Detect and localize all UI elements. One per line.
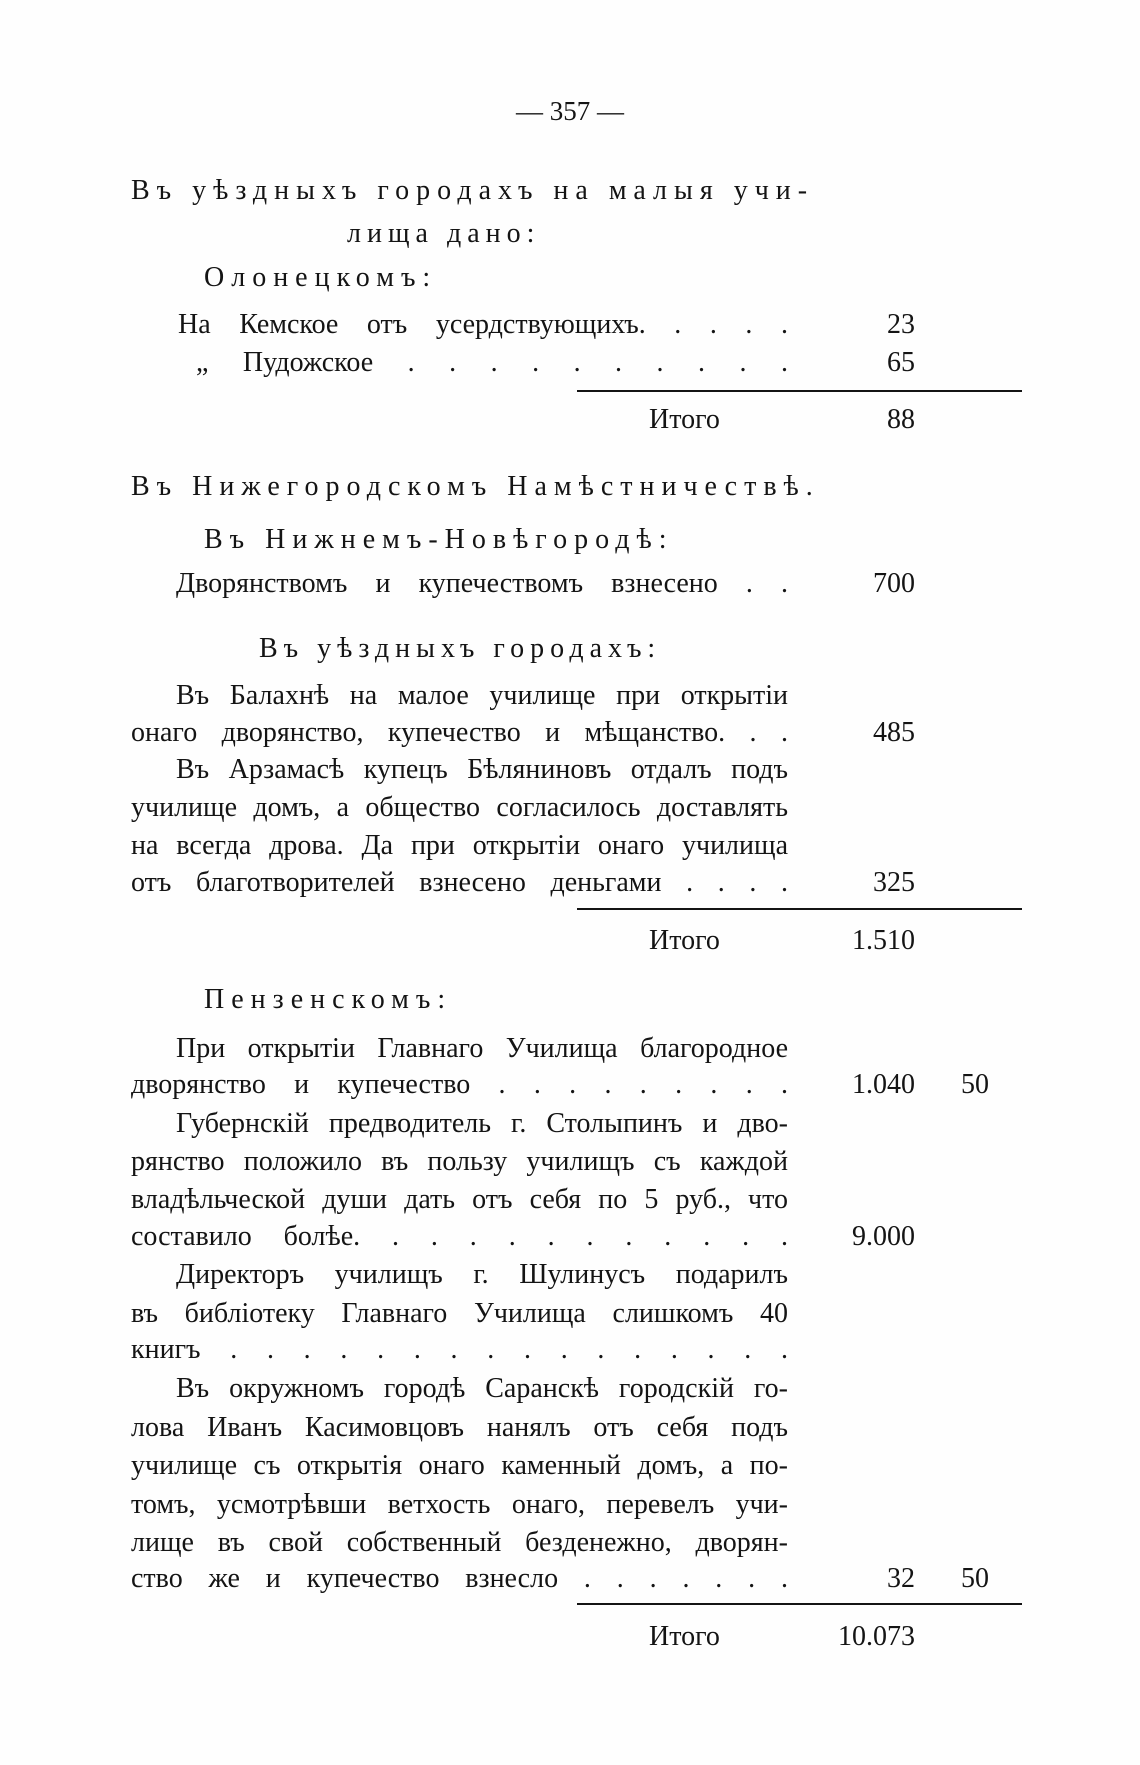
entry-nizhny-city: Дворянствомъ и купечествомъ взнесено . . [176,568,788,599]
total-amount-olonets: 88 [887,404,915,435]
total-label-nizhny: Итого [649,925,720,956]
amount-nizhny-city: 700 [873,568,915,599]
entry-main-school-line: При открытіи Главнаго Училища благородное [176,1033,788,1064]
entry-arzamas-line: Въ Арзамасѣ купецъ Бѣляниновъ отдалъ подъ [176,754,788,785]
entry-main-school-line: дворянство и купечество . . . . . . . . . [131,1069,788,1100]
amount-balakhna: 485 [873,717,915,748]
entry-saransk-line: томъ, усмотрѣвши ветхость онаго, перевелъ учи- [131,1489,788,1520]
total-label-penza: Итого [649,1621,720,1652]
section-heading-uezd-schools-cont: лища дано: [347,218,541,249]
entry-stolypin-line: рянство положило въ пользу училищъ съ каждой [131,1146,788,1177]
entry-balakhna-line: онаго дворянство, купечество и мѣщанство. . . [131,717,788,748]
entry-stolypin-line: владѣльческой души дать отъ себя по 5 руб., что [131,1184,788,1215]
entry-arzamas-line: училище домъ, а общество согласилось доставлять [131,792,788,823]
entry-stolypin-line: составило болѣе. . . . . . . . . . . . [131,1221,788,1252]
entry-saransk-line: училище съ открытія онаго каменный домъ, а по- [131,1450,788,1481]
total-rule-penza [577,1603,1022,1605]
entry-saransk-line: ство же и купечество взнесло . . . . . . . [131,1563,788,1594]
page-number: — 357 — [516,96,624,126]
amount-kem: 23 [887,309,915,340]
amount-saransk: 32 [887,1563,915,1594]
entry-saransk-line: лова Иванъ Касимовцовъ нанялъ отъ себя подъ [131,1412,788,1443]
section-heading-nizhny: Въ Нижегородскомъ Намѣстничествѣ. [131,471,820,502]
entry-stolypin-line: Губернскій предводитель г. Столыпинъ и дво- [176,1108,788,1139]
entry-saransk-line: Въ окружномъ городѣ Саранскѣ городскій го- [176,1373,788,1404]
subheading-penza: Пензенскомъ: [204,984,453,1015]
entry-balakhna-line: Въ Балахнѣ на малое училище при открытіи [176,680,788,711]
subheading-olonets: Олонецкомъ: [204,262,438,293]
section-heading-uezd-schools: Въ уѣздныхъ городахъ на малыя учи- [131,175,815,206]
entry-shulinus-line: книгъ . . . . . . . . . . . . . . . . [131,1334,788,1365]
total-rule-nizhny [577,908,1022,910]
amount-stolypin: 9.000 [852,1221,915,1252]
amount-main-school: 1.040 [852,1069,915,1100]
entry-shulinus-line: въ библіотеку Главнаго Училища слишкомъ 40 [131,1298,788,1329]
total-amount-penza: 10.073 [838,1621,915,1652]
total-rule-olonets [577,390,1022,392]
kopecks-main-school: 50 [961,1069,989,1100]
entry-kem: На Кемское отъ усердствующихъ. . . . . [178,309,788,340]
entry-pudozh: „ Пудожское . . . . . . . . . . [196,347,788,378]
total-amount-nizhny: 1.510 [852,925,915,956]
total-label-olonets: Итого [649,404,720,435]
kopecks-saransk: 50 [961,1563,989,1594]
entry-arzamas-line: на всегда дрова. Да при открытіи онаго училища [131,830,788,861]
subheading-nizhny-city: Въ Нижнемъ-Новѣгородѣ: [204,524,674,555]
subheading-nizhny-uezd: Въ уѣздныхъ городахъ: [259,633,662,664]
entry-shulinus-line: Директоръ училищъ г. Шулинусъ подарилъ [176,1259,788,1290]
entry-saransk-line: лище въ свой собственный безденежно, дворян- [131,1527,788,1558]
amount-pudozh: 65 [887,347,915,378]
amount-arzamas: 325 [873,867,915,898]
entry-arzamas-line: отъ благотворителей взнесено деньгами . . . . [131,867,788,898]
